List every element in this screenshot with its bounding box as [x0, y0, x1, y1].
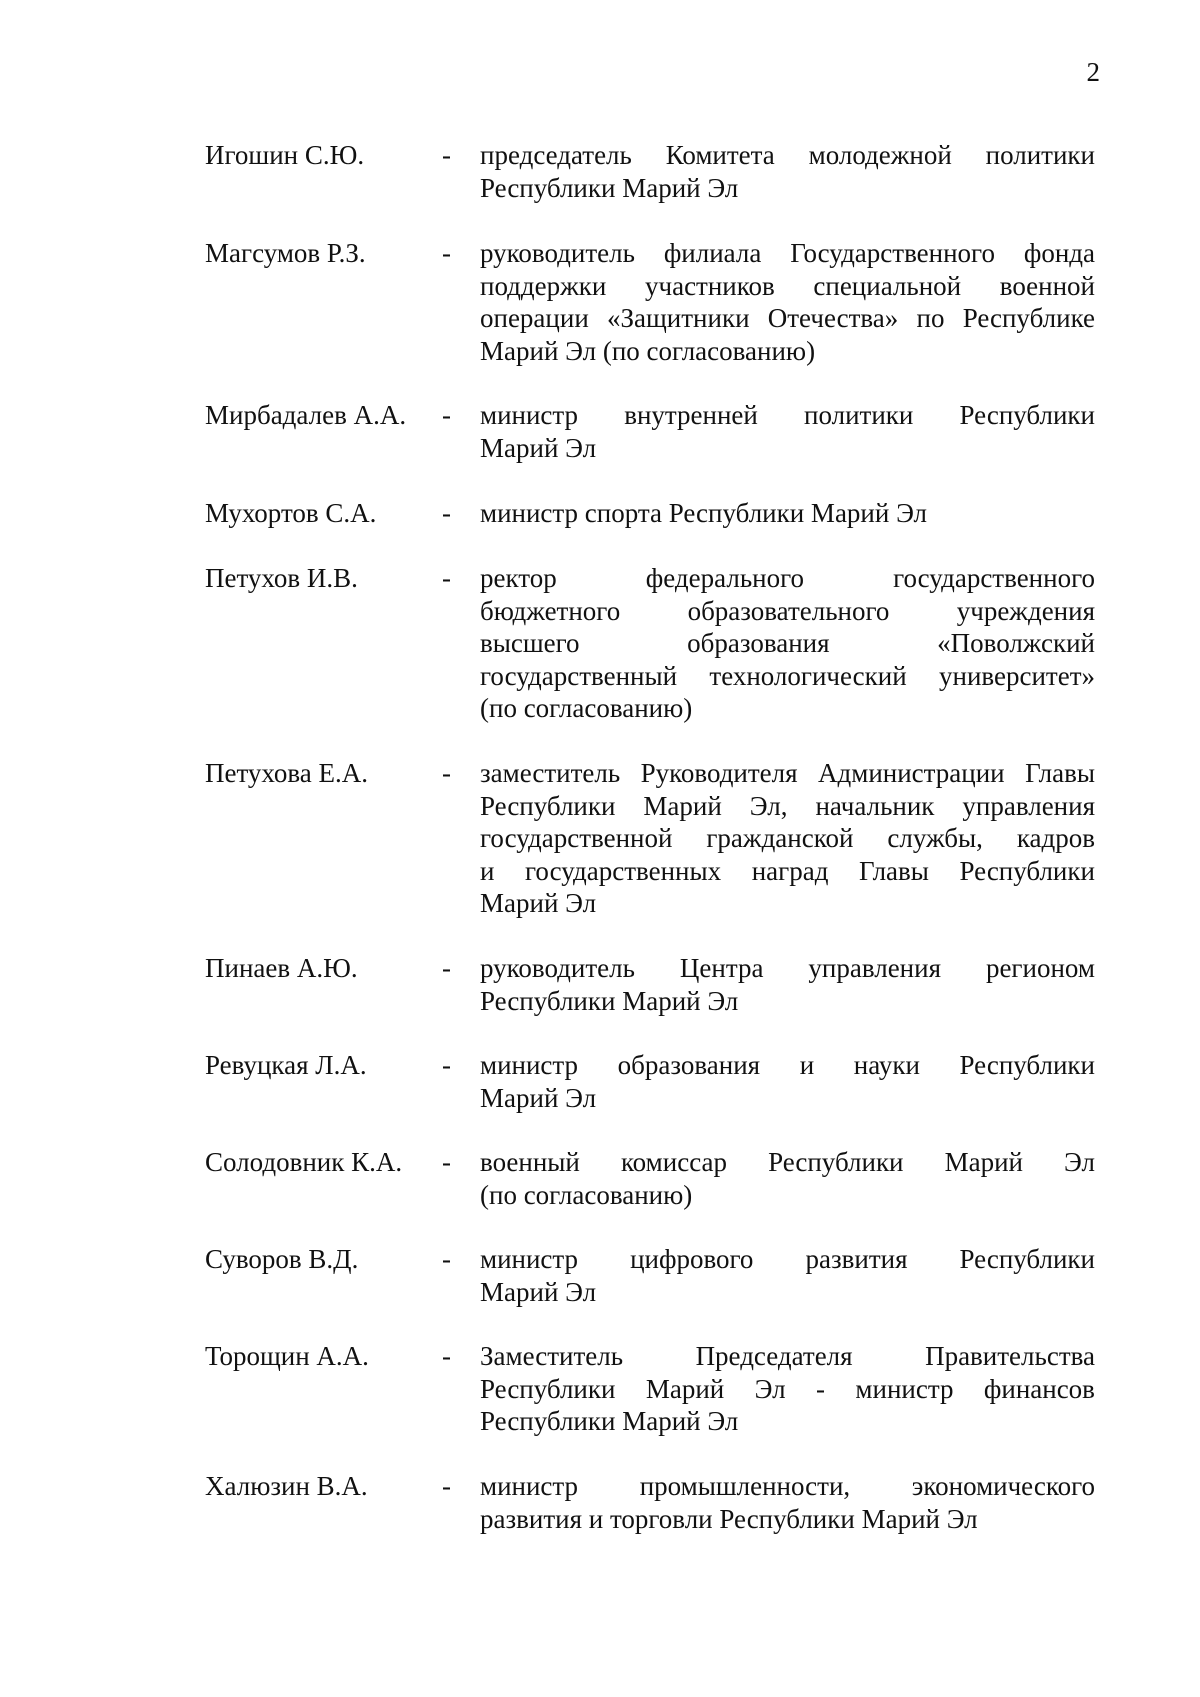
member-name: Петухова Е.А.	[205, 758, 369, 788]
member-position-line: Республики Марий Эл, начальник управления	[480, 790, 1095, 821]
member-name: Игошин С.Ю.	[205, 140, 365, 170]
member-dash: -	[442, 1244, 451, 1274]
member-position	[480, 399, 1095, 464]
member-position-line: высшего образования «Поволжский	[480, 628, 1095, 658]
member-dash: -	[442, 498, 451, 528]
member-position	[480, 1243, 1095, 1308]
member-position-line: Марий Эл	[480, 888, 597, 918]
member-dash: -	[442, 758, 451, 788]
member-position	[480, 1146, 1095, 1211]
page-number: 2	[1086, 57, 1100, 87]
member-position	[480, 497, 1095, 530]
member-name: Петухов И.В.	[205, 563, 358, 593]
member-position-line: министр промышленности, экономического	[480, 1471, 1095, 1501]
member-name: Магсумов Р.З.	[205, 238, 366, 268]
member-position	[480, 237, 1095, 367]
member-dash: -	[442, 1341, 451, 1371]
member-position-line: руководитель филиала Государственного фонда	[480, 238, 1095, 268]
member-position-line: развития и торговли Республики Марий Эл	[480, 1503, 978, 1534]
member-dash: -	[442, 953, 451, 983]
member-position	[480, 1340, 1095, 1438]
member-position-line: военный комиссар Республики Марий Эл	[480, 1147, 1095, 1177]
member-position-line: руководитель Центра управления регионом	[480, 953, 1095, 983]
member-dash: -	[442, 238, 451, 268]
member-position	[480, 1049, 1095, 1114]
member-position	[480, 139, 1095, 204]
member-dash: -	[442, 1050, 451, 1080]
member-position-line: Марий Эл	[480, 1082, 597, 1113]
member-position-line: Заместитель Председателя Правительства	[480, 1341, 1095, 1371]
member-position	[480, 562, 1095, 725]
member-position-line: министр спорта Республики Марий Эл	[480, 498, 928, 528]
member-position-line: государственной гражданской службы, кадров	[480, 823, 1095, 853]
member-dash: -	[442, 400, 451, 430]
member-position-line: Республики Марий Эл	[480, 172, 739, 203]
member-position-line: (по согласованию)	[480, 1179, 693, 1210]
member-dash: -	[442, 140, 451, 170]
member-position-line: и государственных наград Главы Республики	[480, 855, 1095, 886]
member-position-line: операции «Защитники Отечества» по Республике	[480, 303, 1095, 333]
member-position-line: министр образования и науки Республики	[480, 1050, 1095, 1080]
member-position-line: (по согласованию)	[480, 693, 693, 723]
member-position-line: Марий Эл (по согласованию)	[480, 335, 816, 366]
member-name: Суворов В.Д.	[205, 1244, 359, 1274]
member-position-line: Республики Марий Эл	[480, 1406, 739, 1436]
member-position-line: Марий Эл	[480, 1276, 597, 1307]
member-position	[480, 757, 1095, 920]
member-name: Мирбадалев А.А.	[205, 400, 407, 430]
member-position-line: Республики Марий Эл - министр финансов	[480, 1373, 1095, 1404]
member-position-line: ректор федерального государственного	[480, 563, 1095, 593]
member-position-line: Марий Эл	[480, 432, 597, 463]
member-dash: -	[442, 1147, 451, 1177]
member-position	[480, 1470, 1095, 1535]
member-name: Торощин А.А.	[205, 1341, 369, 1371]
member-position	[480, 952, 1095, 1017]
member-name: Мухортов С.А.	[205, 498, 377, 528]
member-position-line: государственный технологический университет»	[480, 660, 1095, 691]
member-name: Халюзин В.А.	[205, 1471, 368, 1501]
member-name: Ревуцкая Л.А.	[205, 1050, 367, 1080]
member-dash: -	[442, 1471, 451, 1501]
member-position-line: председатель Комитета молодежной политики	[480, 140, 1095, 170]
member-dash: -	[442, 563, 451, 593]
member-position-line: заместитель Руководителя Администрации Главы	[480, 758, 1095, 788]
member-position-line: поддержки участников специальной военной	[480, 270, 1095, 301]
member-name: Солодовник К.А.	[205, 1147, 403, 1177]
member-position-line: Республики Марий Эл	[480, 985, 739, 1016]
member-position-line: бюджетного образовательного учреждения	[480, 595, 1095, 626]
member-name: Пинаев А.Ю.	[205, 953, 358, 983]
member-position-line: министр внутренней политики Республики	[480, 400, 1095, 430]
member-position-line: министр цифрового развития Республики	[480, 1244, 1095, 1274]
